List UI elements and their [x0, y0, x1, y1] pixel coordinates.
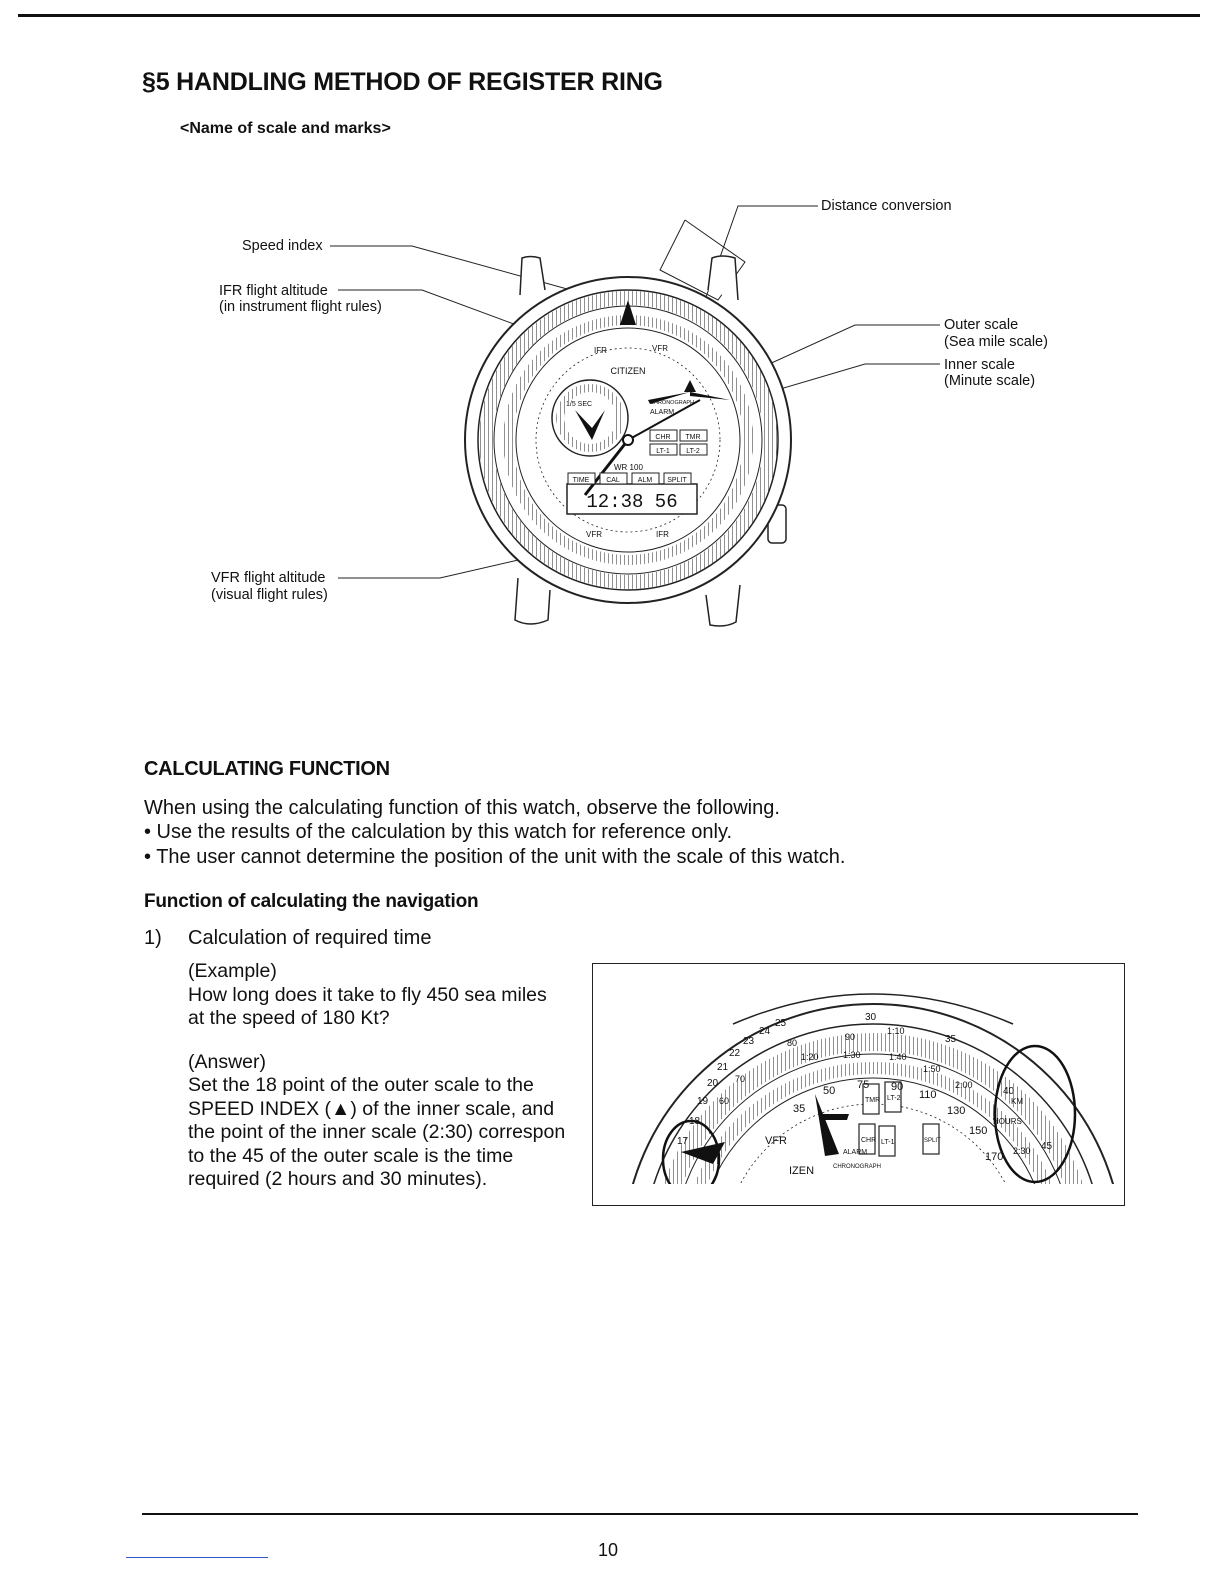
dial-alarm: ALARM — [650, 409, 675, 416]
label-vfr-2: (visual flight rules) — [211, 587, 328, 603]
bezel-detail-svg — [593, 964, 1123, 1204]
detail-dial-75: 75 — [857, 1079, 870, 1091]
label-outer-1: Outer scale — [944, 317, 1019, 333]
watch-diagram — [190, 180, 1070, 640]
footer-line — [126, 1557, 268, 1558]
section-title: §5 HANDLING METHOD OF REGISTER RING — [142, 68, 663, 96]
nav-heading: Function of calculating the navigation — [144, 891, 479, 912]
detail-num-25: 25 — [775, 1018, 787, 1029]
detail-chrono: CHRONOGRAPH — [833, 1164, 882, 1170]
detail-alarm: ALARM — [843, 1149, 868, 1156]
detail-in-110: 1:10 — [887, 1026, 905, 1036]
calc-intro: When using the calculating function of this watch, observe the following. — [144, 797, 780, 819]
answer-line-5: required (2 hours and 30 minutes). — [188, 1168, 488, 1190]
detail-izen: IZEN — [789, 1165, 815, 1177]
detail-btn-split: SPLIT — [924, 1138, 941, 1144]
detail-btn-lt2: LT-2 — [887, 1095, 901, 1102]
answer-line-4: to the 45 of the outer scale is the time — [188, 1144, 514, 1167]
detail-num-23: 23 — [743, 1036, 755, 1047]
detail-dial-110: 110 — [919, 1089, 937, 1101]
detail-num-18: 18 — [689, 1116, 701, 1127]
dial-sec: 1/5 SEC — [566, 401, 593, 408]
detail-in-200: 2:00 — [955, 1080, 973, 1090]
dial-brand: CITIZEN — [610, 366, 646, 376]
dial-btn-tmr: TMR — [685, 434, 701, 441]
top-rule — [18, 14, 1200, 17]
label-distance-conversion: Distance conversion — [821, 198, 952, 214]
detail-num-20: 20 — [707, 1078, 719, 1089]
detail-in-80: 80 — [787, 1038, 798, 1048]
label-outer-2: (Sea mile scale) — [944, 334, 1048, 350]
page-number: 10 — [598, 1540, 619, 1560]
detail-dial-130: 130 — [947, 1105, 966, 1117]
detail-hours: HOURS — [993, 1117, 1022, 1126]
detail-in-130: 1:30 — [843, 1050, 861, 1060]
label-speed-index: Speed index — [242, 238, 323, 254]
detail-btn-chr: CHR — [861, 1137, 877, 1144]
detail-in-70: 70 — [735, 1074, 746, 1084]
detail-in-140: 1:40 — [889, 1052, 907, 1062]
nav-item-title: Calculation of required time — [188, 927, 432, 949]
dial-btn-time: TIME — [572, 477, 590, 484]
dial-vfr-top: VFR — [652, 344, 668, 353]
calc-heading: CALCULATING FUNCTION — [144, 758, 390, 780]
answer-line-3: the point of the inner scale (2:30) correspon — [188, 1121, 566, 1143]
detail-num-30: 30 — [865, 1012, 877, 1023]
detail-dial-35: 35 — [793, 1103, 806, 1115]
dial-btn-chr: CHR — [655, 434, 671, 441]
dial-ifr-bottom: IFR — [656, 530, 669, 539]
example-block — [188, 960, 598, 1192]
detail-btn-tmr: TMR — [865, 1097, 881, 1104]
detail-vfr: VFR — [765, 1135, 787, 1147]
calc-bullet-2: • The user cannot determine the position of the unit with the scale of this watch. — [144, 846, 846, 868]
example-line-1: How long does it take to fly 450 sea miles — [188, 983, 547, 1006]
detail-dial-150: 150 — [969, 1125, 988, 1137]
dial-btn-lt1: LT-1 — [656, 448, 670, 455]
detail-num-35: 35 — [945, 1034, 957, 1045]
detail-dial-170: 170 — [985, 1151, 1004, 1163]
example-label: (Example) — [188, 960, 277, 982]
detail-num-17: 17 — [677, 1136, 689, 1147]
dial-btn-lt2: LT-2 — [686, 448, 700, 455]
detail-km: KM — [1011, 1097, 1023, 1106]
label-vfr-1: VFR flight altitude — [211, 570, 326, 586]
detail-in-150: 1:50 — [923, 1064, 941, 1074]
detail-num-19: 19 — [697, 1096, 709, 1107]
dial-wr: WR 100 — [614, 463, 643, 472]
detail-in-230: 2:30 — [1013, 1146, 1031, 1156]
example-line-2: at the speed of 180 Kt? — [188, 1007, 390, 1029]
section-subtitle: <Name of scale and marks> — [180, 120, 391, 137]
label-inner-1: Inner scale — [944, 357, 1015, 373]
detail-num-45: 45 — [1041, 1141, 1053, 1152]
detail-num-24: 24 — [759, 1026, 771, 1037]
detail-figure — [592, 963, 1125, 1206]
label-ifr-2: (in instrument flight rules) — [219, 299, 382, 315]
dial-btn-cal: CAL — [606, 477, 620, 484]
nav-item-number: 1) — [144, 927, 162, 949]
bottom-rule — [142, 1513, 1138, 1515]
detail-dial-50: 50 — [823, 1085, 836, 1097]
detail-num-21: 21 — [717, 1062, 729, 1073]
detail-in-90: 90 — [845, 1032, 856, 1042]
dial-btn-split: SPLIT — [667, 477, 687, 484]
detail-dial-90: 90 — [891, 1081, 904, 1093]
label-inner-2: (Minute scale) — [944, 373, 1036, 389]
detail-num-40: 40 — [1003, 1086, 1015, 1097]
dial-ifr-top: IFR — [594, 346, 607, 355]
label-ifr-1: IFR flight altitude — [219, 283, 328, 299]
detail-num-22: 22 — [729, 1048, 741, 1059]
answer-line-2: SPEED INDEX (▲) of the inner scale, and — [188, 1097, 555, 1120]
detail-btn-lt1: LT-1 — [881, 1139, 895, 1146]
detail-in-60: 60 — [719, 1096, 730, 1106]
calc-bullet-1: • Use the results of the calculation by this watch for reference only. — [144, 821, 733, 843]
answer-label: (Answer) — [188, 1050, 267, 1073]
dial-btn-alm: ALM — [637, 477, 653, 484]
answer-line-1: Set the 18 point of the outer scale to the — [188, 1074, 534, 1096]
detail-in-120: 1:20 — [801, 1052, 819, 1062]
lcd-time: 12:38 56 — [586, 491, 678, 513]
dial-vfr-bottom: VFR — [586, 530, 602, 539]
dial-chrono: CHRONOGRAPH — [650, 400, 695, 406]
